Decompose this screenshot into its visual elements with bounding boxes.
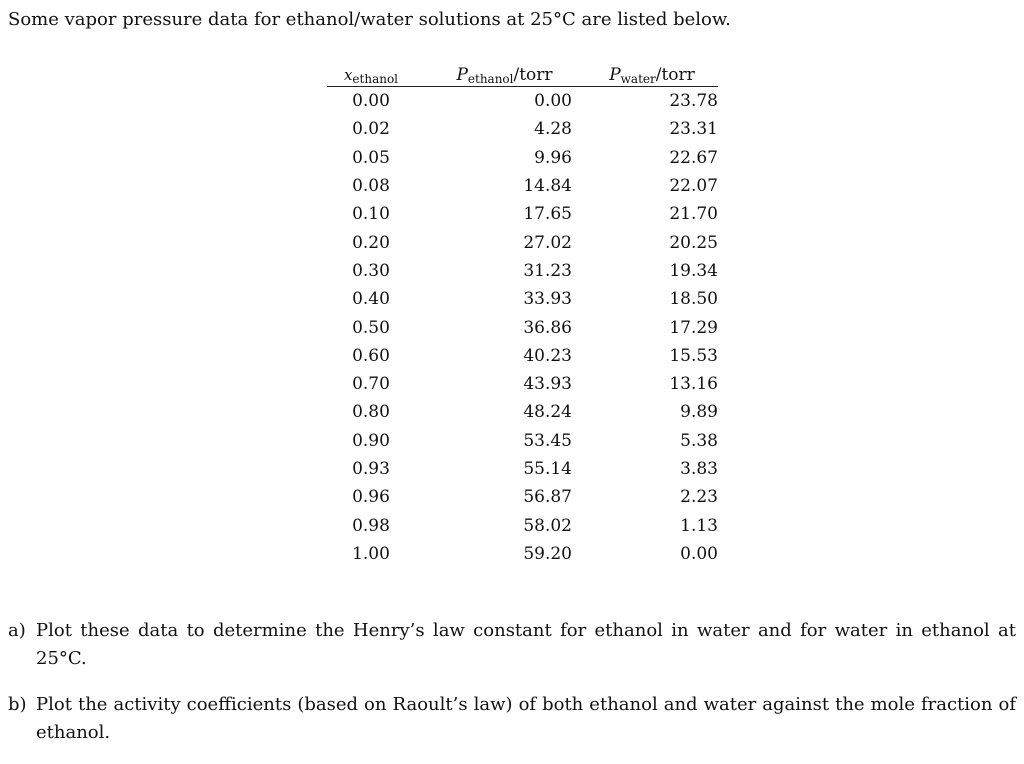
- cell-p-water: 1.13: [680, 515, 718, 536]
- cell-p-ethanol: 9.96: [534, 147, 572, 168]
- cell-x-ethanol: 0.60: [352, 345, 390, 366]
- cell-x-ethanol: 0.02: [352, 119, 390, 140]
- table-row: [327, 144, 718, 172]
- cell-p-ethanol: 58.02: [523, 515, 572, 536]
- header-p-ethanol: $P_{ethanol}$/torr: [415, 58, 572, 87]
- cell-p-ethanol: 0.00: [534, 91, 572, 112]
- cell-x-ethanol: 0.90: [352, 430, 390, 451]
- cell-p-water: 18.50: [669, 289, 718, 310]
- table-row: [327, 285, 718, 313]
- cell-p-water: 23.78: [669, 91, 718, 112]
- question-b-text: Plot the activity coefficients (based on Raoult’s law) of both ethanol and water against the mole fraction of ethanol.: [36, 694, 1016, 743]
- header-x-ethanol: $x_{ethanol}$: [327, 58, 415, 87]
- cell-p-ethanol: 40.23: [523, 345, 572, 366]
- cell-x-ethanol: 0.08: [352, 176, 390, 197]
- cell-p-ethanol: 17.65: [523, 204, 572, 225]
- cell-p-water: 13.16: [669, 374, 718, 395]
- cell-x-ethanol: 0.93: [352, 459, 390, 479]
- question-b: [8, 691, 1016, 747]
- cell-p-ethanol: 4.28: [534, 119, 572, 140]
- cell-p-ethanol: 36.86: [523, 317, 572, 338]
- table-row: [327, 370, 718, 398]
- question-b-label: b): [8, 694, 27, 715]
- table-row: [327, 342, 718, 370]
- cell-p-ethanol: 31.23: [523, 260, 572, 281]
- table-header-row: [327, 58, 718, 87]
- table-body: [327, 87, 718, 569]
- cell-p-ethanol: 55.14: [523, 459, 572, 479]
- table-row: [327, 257, 718, 285]
- intro-text: Some vapor pressure data for ethanol/water solutions at 25°C are listed below.: [8, 9, 731, 30]
- cell-p-water: 9.89: [680, 402, 718, 423]
- cell-x-ethanol: 0.30: [352, 260, 390, 281]
- cell-p-water: 2.23: [680, 487, 718, 508]
- vapor-pressure-table: [327, 58, 718, 568]
- cell-x-ethanol: 0.20: [352, 232, 390, 253]
- cell-p-water: 15.53: [669, 345, 718, 366]
- table-row: [327, 511, 718, 539]
- table-row: [327, 313, 718, 341]
- table-row: [327, 483, 718, 511]
- cell-p-water: 19.34: [669, 260, 718, 281]
- cell-p-ethanol: 14.84: [523, 176, 572, 197]
- table-row: [327, 540, 718, 568]
- table-row: [327, 172, 718, 200]
- cell-p-water: 0.00: [680, 543, 718, 564]
- cell-p-ethanol: 27.02: [523, 232, 572, 253]
- table-row: [327, 200, 718, 228]
- table-row: [327, 115, 718, 143]
- cell-p-water: 20.25: [669, 232, 718, 253]
- cell-p-water: 3.83: [680, 459, 718, 479]
- table-row: [327, 228, 718, 256]
- cell-p-water: 17.29: [669, 317, 718, 338]
- question-a: [8, 617, 1016, 673]
- cell-p-ethanol: 43.93: [523, 374, 572, 395]
- cell-x-ethanol: 0.98: [352, 515, 390, 536]
- cell-x-ethanol: 0.05: [352, 147, 390, 168]
- cell-p-ethanol: 59.20: [523, 543, 572, 564]
- question-a-text: Plot these data to determine the Henry’s law constant for ethanol in water and for water in ethanol at 25°C.: [36, 620, 1016, 669]
- table-row: [327, 427, 718, 455]
- table-row: [327, 455, 718, 483]
- cell-p-water: 21.70: [669, 204, 718, 225]
- cell-p-ethanol: 56.87: [523, 487, 572, 508]
- table-row: [327, 87, 718, 116]
- cell-x-ethanol: 1.00: [352, 543, 390, 564]
- cell-p-water: 5.38: [680, 430, 718, 451]
- cell-x-ethanol: 0.40: [352, 289, 390, 310]
- cell-x-ethanol: 0.96: [352, 487, 390, 508]
- cell-p-ethanol: 53.45: [523, 430, 572, 451]
- question-a-label: a): [8, 620, 26, 641]
- cell-x-ethanol: 0.50: [352, 317, 390, 338]
- cell-p-water: 22.67: [669, 147, 718, 168]
- cell-x-ethanol: 0.00: [352, 91, 390, 112]
- cell-p-ethanol: 33.93: [523, 289, 572, 310]
- cell-p-ethanol: 48.24: [523, 402, 572, 423]
- cell-x-ethanol: 0.10: [352, 204, 390, 225]
- cell-x-ethanol: 0.80: [352, 402, 390, 423]
- cell-p-water: 23.31: [669, 119, 718, 140]
- table-row: [327, 398, 718, 426]
- cell-p-water: 22.07: [669, 176, 718, 197]
- header-p-water: $P_{water}$/torr: [572, 58, 718, 87]
- cell-x-ethanol: 0.70: [352, 374, 390, 395]
